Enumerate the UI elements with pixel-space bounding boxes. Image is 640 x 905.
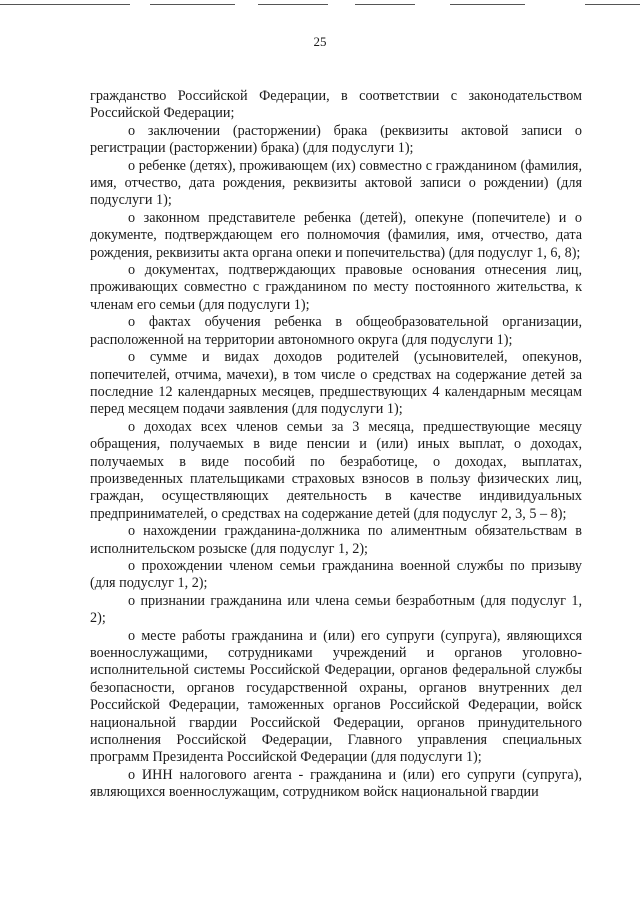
top-rule-6 — [585, 4, 640, 5]
paragraph-children: о ребенке (детях), проживающем (их) совместно с гражданином (фамилия, имя, отчество, дата рождения, реквизиты актовой записи о рождении) (для подуслуги 1); — [90, 157, 582, 209]
document-body — [90, 88, 582, 802]
paragraph-legal-representative: о законном представителе ребенка (детей), опекуне (попечителе) и о документе, подтверждающем его полномочия (фамилия, имя, отчество, дата рождения, реквизиты акта органа опеки и попечительства) (для подуслуг 1, 6, 8); — [90, 209, 582, 261]
page-number: 25 — [313, 34, 327, 49]
paragraph-unemployment: о признании гражданина или члена семьи безработным (для подуслуг 1, 2); — [90, 592, 582, 627]
paragraph-inn-tax-agent: о ИНН налогового агента - гражданина и (или) его супруги (супруга), являющихся военнослужащим, сотрудником войск национальной гвардии — [90, 766, 582, 801]
paragraph-military-service: о прохождении членом семьи гражданина военной службы по призыву (для подуслуг 1, 2); — [90, 557, 582, 592]
paragraph-family-documents: о документах, подтверждающих правовые основания отнесения лиц, проживающих совместно с гражданином по месту постоянного жительства, к членам его семьи (для подуслуги 1); — [90, 262, 582, 313]
top-rule-5 — [450, 4, 525, 5]
paragraph-family-income: о доходах всех членов семьи за 3 месяца, предшествующие месяцу обращения, получаемых в виде пенсии и (или) иных выплат, о доходах, получаемых в виде пособий по безработице, о доходах, выплатах, произведенных плательщиками страховых взносов в пользу физических лиц, граждан, осуществляющих деятельность в качестве индивидуальных предпринимателей, о средствах на содержание детей (для подуслуг 2, 3, 5 – 8); — [90, 418, 582, 522]
top-rule-3 — [258, 4, 328, 5]
paragraph-continuation: гражданство Российской Федерации, в соответствии с законодательством Российской Федерации; — [90, 88, 582, 122]
paragraph-workplace: о месте работы гражданина и (или) его супруги (супруга), являющихся военнослужащими, сотрудниками учреждений и органов уголовно-исполнительной системы Российской Федерации, органов федеральной службы безопасности, органов государственной охраны, органов внутренних дел Российской Федерации, таможенных органов Российской Федерации, войск национальной гвардии Российской Федерации, органов принудительного исполнения Российской Федерации, Главного управления специальных программ Президента Российской Федерации (для подуслуги 1); — [90, 627, 582, 766]
top-rule-2 — [150, 4, 235, 5]
paragraph-parent-income: о сумме и видах доходов родителей (усыновителей, опекунов, попечителей, отчима, мачехи), в том числе о средствах на содержание детей за последние 12 календарных месяцев, предшествующих 4 календарным месяцам перед месяцем подачи заявления (для подуслуги 1); — [90, 349, 582, 418]
top-rule-4 — [355, 4, 415, 5]
top-rule-1 — [0, 4, 130, 5]
paragraph-alimony-debtor: о нахождении гражданина-должника по алиментным обязательствам в исполнительском розыске (для подуслуг 1, 2); — [90, 523, 582, 557]
paragraph-school-enrollment: о фактах обучения ребенка в общеобразовательной организации, расположенной на территории автономного округа (для подуслуги 1); — [90, 314, 582, 348]
paragraph-marriage: о заключении (расторжении) брака (реквизиты актовой записи о регистрации (расторжении) брака) (для подуслуги 1); — [90, 122, 582, 157]
